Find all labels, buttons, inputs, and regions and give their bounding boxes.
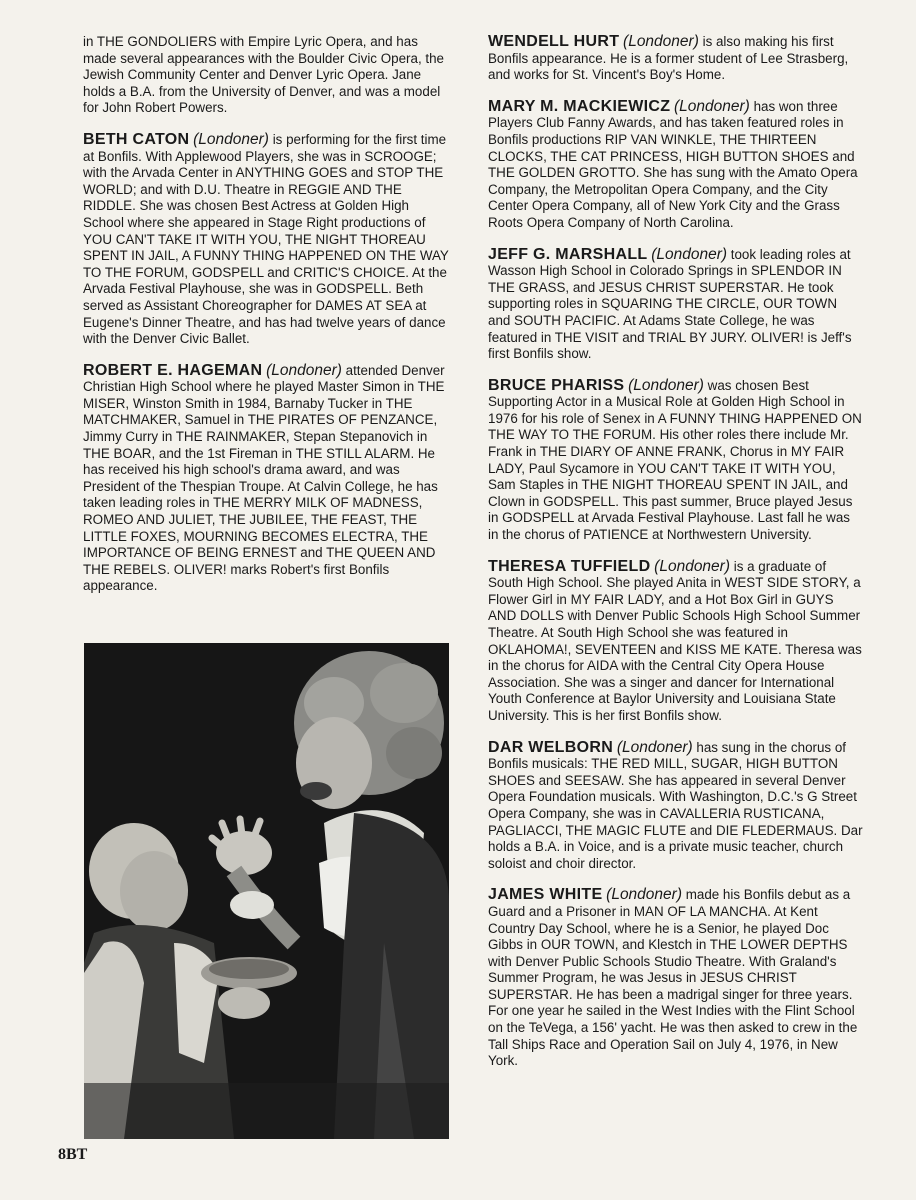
bio-entry <box>83 132 451 348</box>
bio-entry <box>488 34 863 84</box>
bio-entry <box>488 559 863 725</box>
performer-role: (Londoner) <box>623 33 699 50</box>
bio-entry <box>83 363 451 595</box>
bio-entry <box>488 740 863 873</box>
bio-entry <box>488 378 863 544</box>
performer-role: (Londoner) <box>606 886 682 904</box>
performer-role: (Londoner) <box>616 738 693 756</box>
photo-illustration <box>84 643 449 1139</box>
performer-name: DAR WELBORN <box>488 738 614 756</box>
bio-text: made his Bonfils debut as a Guard and a Prisoner in MAN OF LA MANCHA. At Kent Country Day School, where he is a Senior, he played Doc Gibbs in OUR TOWN, and Klestch in THE LOWER DEPTHS with Denver Public Schools Studio Theatre. With Graland's Summer Program, he was Jesus in JESUS CHRIST SUPERSTAR. He has been a madrigal singer for three years. For one year he sailed in the West Indies with the Flint School on the TeVega, a 156' yacht. He was then asked to crew in the Tall Ships Race and Operation Sail on July 4, 1976, in New York. <box>488 887 858 1069</box>
performer-name: BRUCE PHARISS <box>488 376 625 394</box>
performer-role: (Londoner) <box>651 245 728 263</box>
right-column <box>488 34 863 1085</box>
bio-text: attended Denver Christian High School where he played Master Simon in THE MISER, Winston Smith in 1984, Barnaby Tucker in THE MATCHMAKER, Samuel in THE PIRATES OF PENZANCE, Jimmy Curry in THE RAINMAKER, Stepan Stepanovich in THE BOAR, and the 1st Fireman in THE STILL ALARM. He has received his high school's drama award, and was President of the Thespian Troupe. At Calvin College, he has taken leading roles in THE MERRY MILK OF MADNESS, ROMEO AND JULIET, THE JUBILEE, THE FEAST, THE LITTLE FOXES, MOURNING BECOMES ELECTRA, THE IMPORTANCE OF BEING ERNEST and THE QUEEN AND THE REBELS. OLIVER! marks Robert's first Bonfils appearance. <box>83 362 445 594</box>
performer-name: BETH CATON <box>83 130 190 148</box>
bio-text: is performing for the first time at Bonfils. With Applewood Players, she was in SCROOGE; with the Arvada Center in ANYTHING GOES and STOP THE WORLD; and with D.U. Theatre in REGGIE AND THE RIDDLE. She was chosen Best Actress at Golden High School where she appeared in Stage Right productions of YOU CAN'T TAKE IT WITH YOU, THE NIGHT THOREAU SPENT IN JAIL, A FUNNY THING HAPPENED ON THE WAY TO THE FORUM, GODSPELL and CRITIC'S CHOICE. At the Arvada Festival Playhouse, she was in GODSPELL. Beth served as Assistant Choreographer for DAMES AT SEA at Eugene's Dinner Theatre, and has had twelve years of dance with the Denver Civic Ballet. <box>83 131 449 347</box>
bio-entry <box>488 247 863 363</box>
bio-entry <box>488 99 863 232</box>
page-number: 8BT <box>58 1146 88 1163</box>
performer-role: (Londoner) <box>674 97 750 115</box>
performer-name: ROBERT E. HAGEMAN <box>83 361 263 379</box>
bio-text: has won three Players Club Fanny Awards, and has taken featured roles in Bonfils productions RIP VAN WINKLE, THE THIRTEEN CLOCKS, THE CAT PRINCESS, HIGH BUTTON SHOES and THE GOLDEN GROTTO. She has sung with the Amato Opera Company, the Metropolitan Opera Company, and the City Center Opera Company, all of New York City and the Grass Roots Opera Company of North Carolina. <box>488 98 858 230</box>
production-photo <box>84 643 449 1139</box>
bio-text: was chosen Best Supporting Actor in a Musical Role at Golden High School in 1976 for his role of Senex in A FUNNY THING HAPPENED ON THE WAY TO THE FORUM. His other roles there include Mr. Frank in THE DIARY OF ANNE FRANK, Chorus in MY FAIR LADY, Paul Sycamore in YOU CAN'T TAKE IT WITH YOU, Sam Staples in THE NIGHT THOREAU SPENT IN JAIL, and Clown in GODSPELL. This past summer, Bruce played Jesus in GODSPELL at Arvada Festival Playhouse. Last fall he was in the chorus of PATIENCE at Northwestern University. <box>488 377 862 543</box>
continued-biography: in THE GONDOLIERS with Empire Lyric Opera, and has made several appearances with the Boulder Civic Opera, the Jewish Community Center and Denver Lyric Opera. Jane holds a B.A. from the University of Denver, and was a model for John Robert Powers. <box>83 34 444 116</box>
performer-name: MARY M. MACKIEWICZ <box>488 97 671 115</box>
bio-entry <box>488 887 863 1070</box>
bio-text: has sung in the chorus of Bonfils musicals: THE RED MILL, SUGAR, HIGH BUTTON SHOES and SEESAW. She has appeared in several Denver Opera Foundation musicals. With Washington, D.C.'s G Street Opera Company, she was in CAVALLERIA RUSTICANA, PAGLIACCI, THE MAGIC FLUTE and DIE FLEDERMAUS. Dar holds a B.A. in Voice, and is a private music teacher, church soloist and choir director. <box>488 739 863 871</box>
bio-text: is a graduate of South High School. She played Anita in WEST SIDE STORY, a Flower Girl in MY FAIR LADY, and a Hot Box Girl in GUYS AND DOLLS with Denver Public Schools High School Summer Theatre. At South High School she was featured in OKLAHOMA!, SEVENTEEN and KISS ME KATE. Theresa was in the chorus for AIDA with the Central City Opera House Association. She was a singer and dancer for International Youth Conference at Baylor University and Louisiana State University. This is her first Bonfils show. <box>488 558 862 723</box>
performer-name: JAMES WHITE <box>488 886 603 904</box>
performer-role: (Londoner) <box>266 361 342 379</box>
left-column <box>83 34 451 610</box>
performer-role: (Londoner) <box>193 130 269 148</box>
bio-text: is also making his first Bonfils appearance. He is a former student of Lee Strasberg, and works for St. Vincent's Boy's Home. <box>488 34 849 83</box>
performer-name: WENDELL HURT <box>488 33 620 50</box>
performer-name: JEFF G. MARSHALL <box>488 245 648 263</box>
performer-role: (Londoner) <box>654 557 730 575</box>
performer-role: (Londoner) <box>628 376 704 394</box>
performer-name: THERESA TUFFIELD <box>488 557 651 575</box>
bio-text: took leading roles at Wasson High School in Colorado Springs in SPLENDOR IN THE GRASS, and JESUS CHRIST SUPERSTAR. He took supporting roles in SQUARING THE CIRCLE, OUR TOWN and SOUTH PACIFIC. At Adams State College, he was featured in THE VISIT and TRIAL BY JURY. OLIVER! is Jeff's first Bonfils show. <box>488 246 852 362</box>
